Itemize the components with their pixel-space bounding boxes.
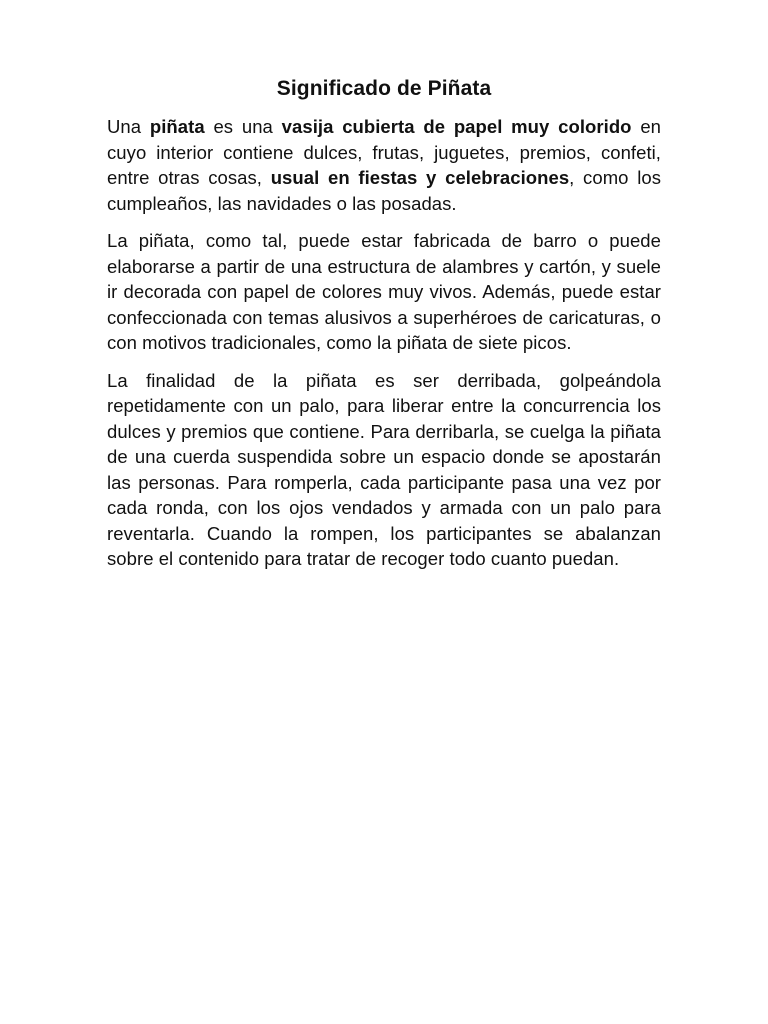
paragraph-purpose: La finalidad de la piñata es ser derribada, golpeándola repetidamente con un palo, para liberar entre la concurrencia los dulces y premios que contiene. Para derribarla, se cuelga la piñata de una cuerda suspendida sobre un espacio donde se apostarán las personas. Para romperla, cada participante pasa una vez por cada ronda, con los ojos vendados y armada con un palo para reventarla. Cuando la rompen, los participantes se abalanzan sobre el contenido para tratar de recoger todo cuanto puedan. bbox=[107, 369, 661, 569]
paragraph-text: , como los cumpleaños, las navidades o las posadas. bbox=[107, 167, 662, 214]
bold-term-pinata: piñata bbox=[149, 116, 205, 137]
paragraph-text: en cuyo interior contiene dulces, frutas, juguetes, premios, confeti, entre otras cosas, bbox=[107, 116, 661, 188]
document-content bbox=[107, 74, 661, 584]
paragraph-fabrication: La piñata, como tal, puede estar fabricada de barro o puede elaborarse a partir de una estructura de alambres y cartón, y suele ir decorada con papel de colores muy vivos. Además, puede estar confeccionada con temas alusivos a superhéroes de caricaturas, o con motivos tradicionales, como la piñata de siete picos. bbox=[107, 230, 661, 353]
document-title: Significado de Piñata bbox=[276, 77, 492, 100]
paragraph-text: es una bbox=[204, 116, 282, 137]
bold-term-vasija: vasija cubierta de papel muy colorido bbox=[281, 116, 632, 137]
paragraph-definition bbox=[107, 114, 661, 216]
bold-term-usual: usual en fiestas y celebraciones bbox=[270, 167, 570, 188]
paragraph-text: Una bbox=[107, 116, 150, 137]
